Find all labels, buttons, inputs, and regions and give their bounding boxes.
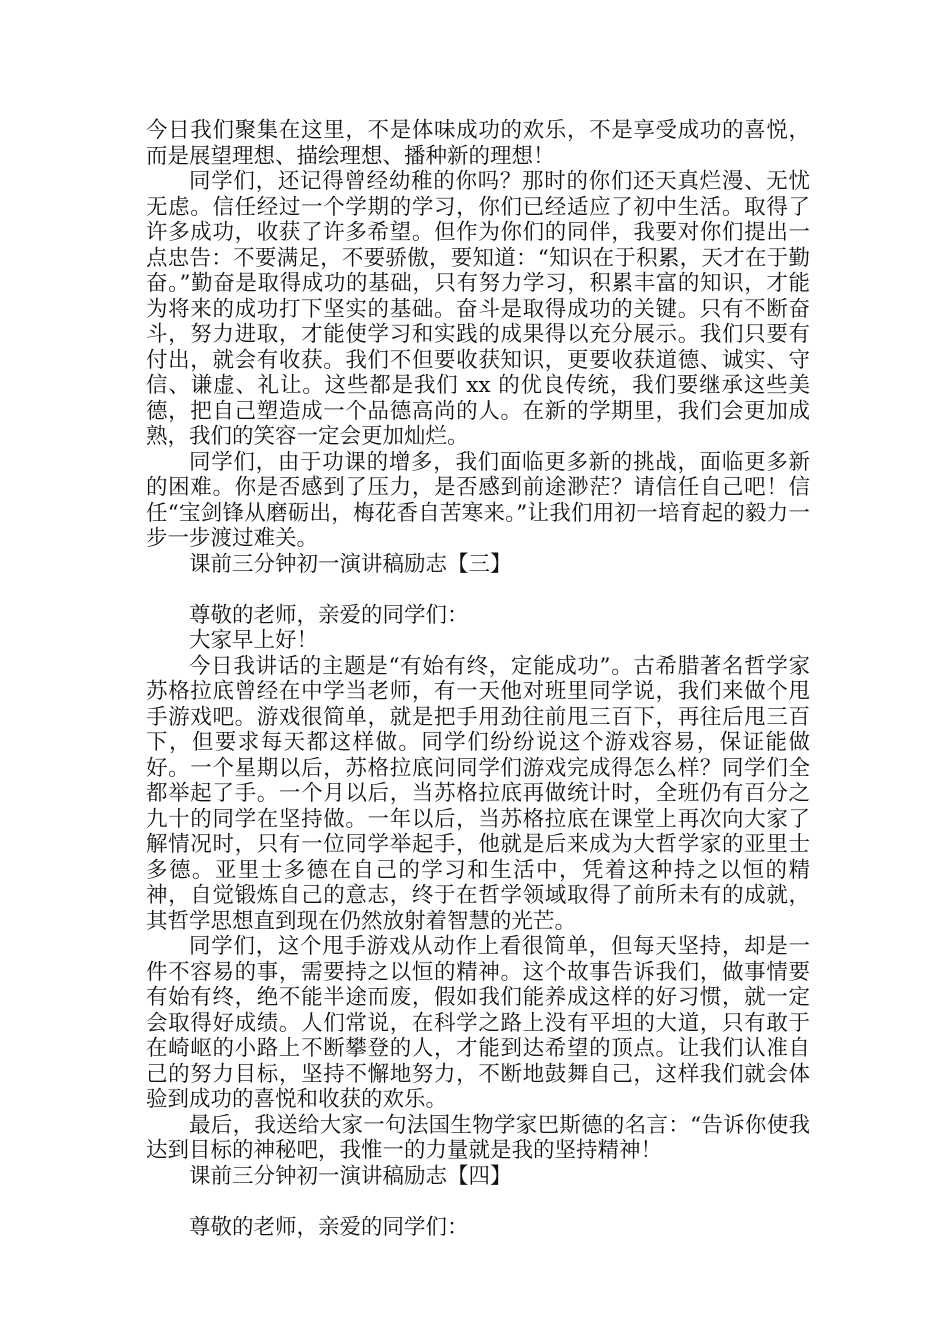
blank-line — [146, 577, 810, 603]
greeting-morning: 大家早上好！ — [189, 628, 319, 653]
paragraph-challenges: 同学们，由于功课的增多，我们面临更多新的挑战，面临更多新的困难。你是否感到了压力，是否感到前途渺茫？请信任自己吧！信任“宝剑锋从磨砺出，梅花香自苦寒来。”让我们用初一培育起的毅力一步一步渡过难关。 — [146, 449, 810, 551]
paragraph-lesson: 同学们，这个甩手游戏从动作上看很简单，但每天坚持，却是一件不容易的事，需要持之以恒的精神。这个故事告诉我们，做事情要有始有终，绝不能半途而废，假如我们能养成这样的好习惯，就一定会取得好成绩。人们常说，在科学之路上没有平坦的大道，只有敢于在崎岖的小路上不断攀登的人，才能到达希望的顶点。让我们认准自己的努力目标，坚持不懈地努力，不断地鼓舞自己，这样我们就会体验到成功的喜悦和收获的欢乐。 — [146, 934, 810, 1112]
blank-line — [146, 1189, 810, 1215]
paragraph-closing-quote: 最后，我送给大家一句法国生物学家巴斯德的名言：“告诉你使我达到目标的神秘吧，我惟一的力量就是我的坚持精神！ — [146, 1112, 810, 1163]
paragraph-advice: 同学们，还记得曾经幼稚的你吗？那时的你们还天真烂漫、无忧无虑。信任经过一个学期的学习，你们已经适应了初中生活。取得了许多成功，收获了许多希望。但作为你们的同伴，我要对你们提出一点忠告：不要满足，不要骄傲，要知道：“知识在于积累，天才在于勤奋。”勤奋是取得成功的基础，只有努力学习，积累丰富的知识，才能为将来的成功打下坚实的基础。奋斗是取得成功的关键。只有不断奋斗，努力进取，才能使学习和实践的成果得以充分展示。我们只要有付出，就会有收获。我们不但要收获知识，更要收获道德、诚实、守信、谦虚、礼让。这些都是我们 xx 的优良传统，我们要继承这些美德，把自己塑造成一个品德高尚的人。在新的学期里，我们会更加成熟，我们的笑容一定会更加灿烂。 — [146, 169, 810, 449]
greeting-salutation: 尊敬的老师，亲爱的同学们： — [189, 602, 469, 628]
section-heading-three: 课前三分钟初一演讲稿励志【三】 — [189, 551, 512, 577]
document-page — [146, 118, 810, 1240]
paragraph-socrates-story: 今日我讲话的主题是“有始有终，定能成功”。古希腊著名哲学家苏格拉底曾经在中学当老师，有一天他对班里同学说，我们来做个甩手游戏吧。游戏很简单，就是把手用劲往前甩三百下，再往后甩三百下，但要求每天都这样做。同学们纷纷说这个游戏容易，保证能做好。一个星期以后，苏格拉底问同学们游戏完成得怎么样？同学们全都举起了手。一个月以后，当苏格拉底再做统计时，全班仍有百分之九十的同学在坚持做。一年以后，当苏格拉底在课堂上再次向大家了解情况时，只有一位同学举起手，他就是后来成为大哲学家的亚里士多德。亚里士多德在自己的学习和生活中，凭着这种持之以恒的精神，自觉锻炼自己的意志，终于在哲学领域取得了前所未有的成就，其哲学思想直到现在仍然放射着智慧的光芒。 — [146, 653, 810, 934]
greeting-salutation-four: 尊敬的老师，亲爱的同学们： — [189, 1214, 469, 1240]
paragraph-opening: 今日我们聚集在这里，不是体味成功的欢乐，不是享受成功的喜悦，而是展望理想、描绘理想、播种新的理想！ — [146, 118, 810, 169]
section-heading-four: 课前三分钟初一演讲稿励志【四】 — [189, 1163, 512, 1189]
